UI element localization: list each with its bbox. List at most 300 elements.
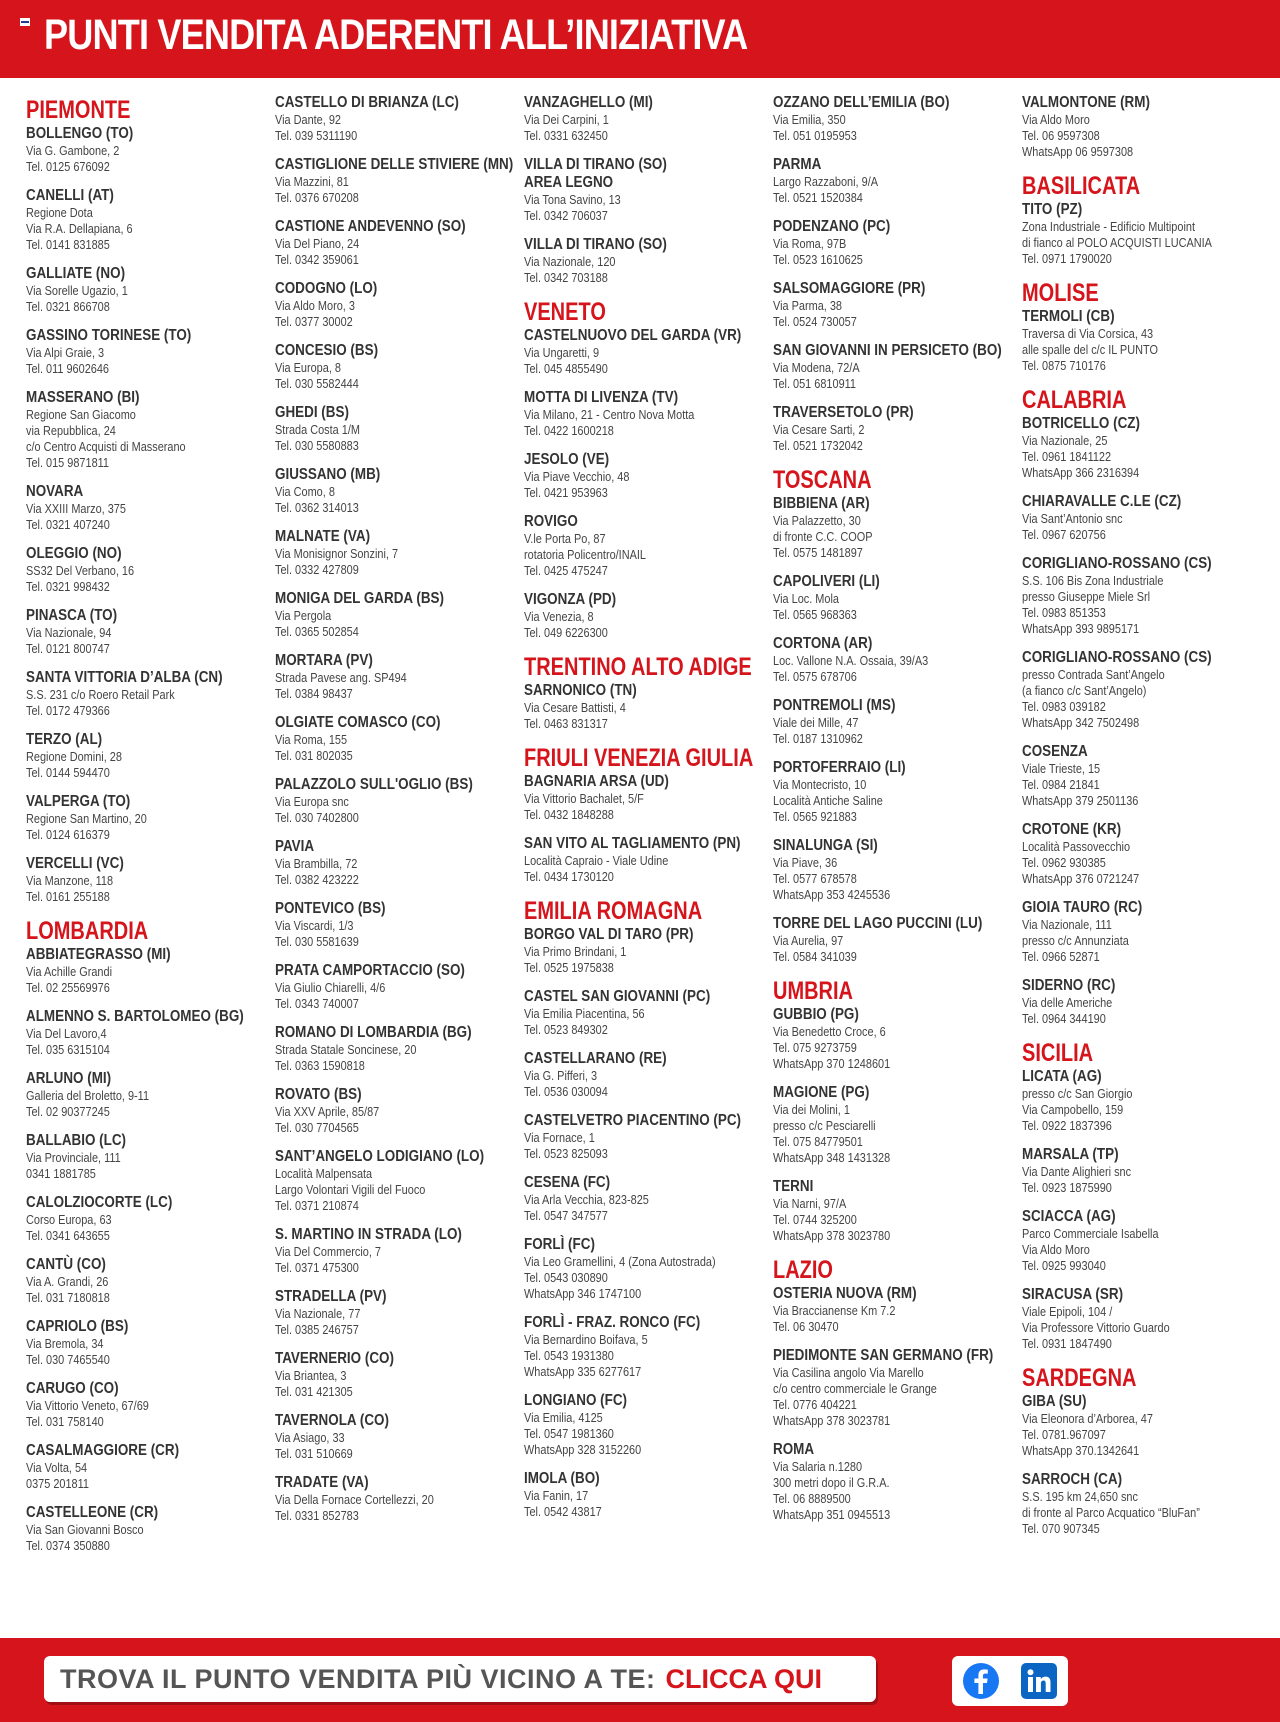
- store-name: S. MARTINO IN STRADA (LO): [275, 1226, 462, 1243]
- store-entry: [275, 1086, 515, 1136]
- header-banner: [0, 0, 1280, 78]
- store-entry: [26, 731, 266, 781]
- find-store-label: TROVA IL PUNTO VENDITA PIÙ VICINO A TE:: [60, 1663, 656, 1694]
- store-address: Via Nazionale, 120: [524, 254, 616, 269]
- store-address: Via Braccianense Km 7.2: [773, 1303, 896, 1318]
- region-heading: SARDEGNA: [1022, 1364, 1137, 1392]
- store-entry: [26, 1256, 266, 1306]
- store-address: presso c/c San Giorgio: [1022, 1086, 1133, 1101]
- store-phone: Tel. 0331 852783: [275, 1508, 359, 1523]
- store-phone: Tel. 0565 968363: [773, 607, 857, 622]
- store-phone: Tel. 0363 1590818: [275, 1058, 365, 1073]
- store-phone: Tel. 051 6810911: [773, 376, 856, 391]
- store-phone: Tel. 0525 1975838: [524, 960, 614, 975]
- store-phone: WhatsApp 370 1248601: [773, 1056, 891, 1071]
- store-address: Via Aldo Moro: [1022, 1242, 1090, 1257]
- store-address: c/o Centro Acquisti di Masserano: [26, 439, 186, 454]
- store-phone: Tel. 0376 670208: [275, 190, 359, 205]
- store-address: Loc. Vallone N.A. Ossaia, 39/A3: [773, 653, 929, 668]
- store-entry: [26, 855, 266, 905]
- store-address: Via Emilia Piacentina, 56: [524, 1006, 645, 1021]
- store-address: Via Volta, 54: [26, 1460, 88, 1475]
- store-entry: [275, 962, 515, 1012]
- store-phone: Tel. 0342 359061: [275, 252, 359, 267]
- store-entry: [275, 404, 515, 454]
- store-phone: Tel. 075 9273759: [773, 1040, 857, 1055]
- store-entry: [773, 280, 1013, 330]
- store-phone: Tel. 0342 706037: [524, 208, 608, 223]
- store-phone: Tel. 0321 866708: [26, 299, 110, 314]
- store-phone: Tel. 0362 314013: [275, 500, 359, 515]
- store-phone: Tel. 02 25569976: [26, 980, 110, 995]
- store-entry: [524, 236, 764, 286]
- store-address: Via Alpi Graie, 3: [26, 345, 105, 360]
- store-phone: Tel. 015 9871811: [26, 455, 109, 470]
- store-name: TITO (PZ): [1022, 201, 1083, 218]
- store-address: Via Dante Alighieri snc: [1022, 1164, 1132, 1179]
- store-name: PRATA CAMPORTACCIO (SO): [275, 962, 465, 979]
- store-address: Via Provinciale, 111: [26, 1150, 121, 1165]
- store-name: CASTELVETRO PIACENTINO (PC): [524, 1112, 742, 1129]
- store-phone: WhatsApp 378 3023781: [773, 1413, 891, 1428]
- store-name: CORIGLIANO-ROSSANO (CS): [1022, 649, 1212, 666]
- store-name: ARLUNO (MI): [26, 1070, 112, 1087]
- store-name: PONTREMOLI (MS): [773, 697, 896, 714]
- store-address: Via Pergola: [275, 608, 332, 623]
- store-name: CASTELNUOVO DEL GARDA (VR): [524, 327, 742, 344]
- store-phone: Tel. 0547 347577: [524, 1208, 608, 1223]
- store-phone: Tel. 0542 43817: [524, 1504, 602, 1519]
- store-address: Zona Industriale - Edificio Multipoint: [1022, 219, 1195, 234]
- store-address: SS32 Del Verbano, 16: [26, 563, 135, 578]
- store-name: GASSINO TORINESE (TO): [26, 327, 192, 344]
- store-name: PODENZANO (PC): [773, 218, 891, 235]
- store-address: Via Roma, 97B: [773, 236, 847, 251]
- store-name: OSTERIA NUOVA (RM): [773, 1285, 917, 1302]
- store-name: PALAZZOLO SULL'OGLIO (BS): [275, 776, 473, 793]
- store-phone: Tel. 0144 594470: [26, 765, 110, 780]
- store-phone: Tel. 0377 30002: [275, 314, 353, 329]
- store-name: CANTÙ (CO): [26, 1256, 106, 1273]
- store-address: Via Leo Gramellini, 4 (Zona Autostrada): [524, 1254, 716, 1269]
- store-entry: [1022, 415, 1262, 481]
- store-name: MOTTA DI LIVENZA (TV): [524, 389, 679, 406]
- store-phone: Tel. 0575 678706: [773, 669, 857, 684]
- store-phone: Tel. 0875 710176: [1022, 358, 1106, 373]
- store-column-4: [773, 94, 1013, 1535]
- store-name: CAPRIOLO (BS): [26, 1318, 129, 1335]
- store-address: Viale Trieste, 15: [1022, 761, 1101, 776]
- store-entry: [1022, 649, 1262, 731]
- store-phone: Tel. 0984 21841: [1022, 777, 1100, 792]
- store-address: Via A. Grandi, 26: [26, 1274, 109, 1289]
- store-name: BAGNARIA ARSA (UD): [524, 773, 669, 790]
- store-entry: [773, 1285, 1013, 1335]
- region-heading: BASILICATA: [1022, 172, 1141, 200]
- store-name: CASTELLO DI BRIANZA (LC): [275, 94, 459, 111]
- store-address: Via Cesare Battisti, 4: [524, 700, 626, 715]
- store-entry: [524, 1236, 764, 1302]
- store-name: CASTEL SAN GIOVANNI (PC): [524, 988, 711, 1005]
- store-address: Via Modena, 72/A: [773, 360, 860, 375]
- store-name: CAPOLIVERI (LI): [773, 573, 880, 590]
- store-name: IMOLA (BO): [524, 1470, 600, 1487]
- store-entry: [773, 218, 1013, 268]
- store-address: Località Capraio - Viale Udine: [524, 853, 669, 868]
- region-heading: MOLISE: [1022, 279, 1099, 307]
- store-phone: Tel. 0565 921883: [773, 809, 857, 824]
- store-name: TRADATE (VA): [275, 1474, 369, 1491]
- store-address: Via Emilia, 4125: [524, 1410, 603, 1425]
- store-address: Corso Europa, 63: [26, 1212, 112, 1227]
- store-phone: Tel. 0187 1310962: [773, 731, 863, 746]
- store-address: Via Sant’Antonio snc: [1022, 511, 1123, 526]
- store-name: BOTRICELLO (CZ): [1022, 415, 1140, 432]
- store-name: FORLÌ (FC): [524, 1236, 595, 1253]
- store-address: Via Tona Savino, 13: [524, 192, 621, 207]
- store-name: SARNONICO (TN): [524, 682, 637, 699]
- store-phone: Tel. 0343 740007: [275, 996, 359, 1011]
- store-phone: Tel. 0523 825093: [524, 1146, 608, 1161]
- store-entry: [524, 682, 764, 732]
- store-name: GIOIA TAURO (RC): [1022, 899, 1143, 916]
- store-address: Via Primo Brindani, 1: [524, 944, 627, 959]
- region-heading: EMILIA ROMAGNA: [524, 897, 703, 925]
- store-address: Via Piave, 36: [773, 855, 838, 870]
- store-phone: Tel. 0331 632450: [524, 128, 608, 143]
- store-phone: WhatsApp 393 9895171: [1022, 621, 1140, 636]
- store-phone: Tel. 070 907345: [1022, 1521, 1100, 1536]
- store-address: Via Salaria n.1280: [773, 1459, 863, 1474]
- store-address: Regione San Giacomo: [26, 407, 136, 422]
- region-heading: TRENTINO ALTO ADIGE: [524, 653, 752, 681]
- store-name: GALLIATE (NO): [26, 265, 126, 282]
- store-name: ROVATO (BS): [275, 1086, 362, 1103]
- store-entry: [275, 1474, 515, 1524]
- store-entry: [524, 926, 764, 976]
- store-name: SANT’ANGELO LODIGIANO (LO): [275, 1148, 485, 1165]
- store-name: TAVERNERIO (CO): [275, 1350, 394, 1367]
- store-address: Largo Volontari Vigili del Fuoco: [275, 1182, 426, 1197]
- store-entry: [1022, 201, 1262, 267]
- store-name: MASSERANO (BI): [26, 389, 140, 406]
- store-phone: Tel. 06 30470: [773, 1319, 839, 1334]
- store-entry: [275, 342, 515, 392]
- store-name: MORTARA (PV): [275, 652, 373, 669]
- store-name: MALNATE (VA): [275, 528, 371, 545]
- store-name: VALPERGA (TO): [26, 793, 131, 810]
- store-address: Via Venezia, 8: [524, 609, 594, 624]
- store-entry: [1022, 1471, 1262, 1537]
- store-phone: Tel. 0172 479366: [26, 703, 110, 718]
- store-entry: [1022, 555, 1262, 637]
- store-entry: [1022, 1068, 1262, 1134]
- store-name: TERNI: [773, 1178, 814, 1195]
- click-here-link[interactable]: CLICCA QUI: [665, 1663, 823, 1694]
- store-entry: [773, 915, 1013, 965]
- store-phone: Tel. 0962 930385: [1022, 855, 1106, 870]
- store-name: BOLLENGO (TO): [26, 125, 134, 142]
- page-title: PUNTI VENDITA ADERENTI ALL’INIZIATIVA: [44, 11, 748, 59]
- store-entry: [275, 1412, 515, 1462]
- store-address: Via delle Americhe: [1022, 995, 1113, 1010]
- store-phone: Tel. 0961 1841122: [1022, 449, 1112, 464]
- store-name: TERMOLI (CB): [1022, 308, 1115, 325]
- store-address: Via Palazzetto, 30: [773, 513, 861, 528]
- store-phone: Tel. 0321 407240: [26, 517, 110, 532]
- store-entry: [773, 1084, 1013, 1166]
- region-heading: FRIULI VENEZIA GIULIA: [524, 744, 754, 772]
- store-phone: Tel. 0964 344190: [1022, 1011, 1106, 1026]
- store-address: Via Emilia, 350: [773, 112, 846, 127]
- store-entry: [26, 607, 266, 657]
- store-name: PARMA: [773, 156, 822, 173]
- store-phone: Tel. 0384 98437: [275, 686, 353, 701]
- store-address: Via Aldo Moro: [1022, 112, 1090, 127]
- store-column-1: [26, 94, 266, 1566]
- store-phone: 0375 201811: [26, 1476, 89, 1491]
- store-address: Via G. Gambone, 2: [26, 143, 120, 158]
- store-entry: [275, 590, 515, 640]
- store-address: Via Como, 8: [275, 484, 335, 499]
- store-address: Via Europa snc: [275, 794, 349, 809]
- store-name: CASTIONE ANDEVENNO (SO): [275, 218, 466, 235]
- store-phone: Tel. 031 758140: [26, 1414, 104, 1429]
- store-name: GHEDI (BS): [275, 404, 349, 421]
- store-entry: [1022, 1286, 1262, 1352]
- store-address: Regione Dota: [26, 205, 93, 220]
- store-phone: Tel. 0385 246757: [275, 1322, 359, 1337]
- store-column-2: [275, 94, 515, 1536]
- store-entry: [524, 1470, 764, 1520]
- store-name: SIDERNO (RC): [1022, 977, 1116, 994]
- store-column-3: [524, 94, 764, 1532]
- store-entry: [275, 156, 515, 206]
- store-address: Via San Giovanni Bosco: [26, 1522, 144, 1537]
- store-name: MONIGA DEL GARDA (BS): [275, 590, 444, 607]
- store-address: Via Nazionale, 111: [1022, 917, 1112, 932]
- store-phone: Tel. 0931 1847490: [1022, 1336, 1112, 1351]
- store-phone: Tel. 0776 404221: [773, 1397, 857, 1412]
- store-address: Via Monisignor Sonzini, 7: [275, 546, 399, 561]
- store-address: Via Nazionale, 77: [275, 1306, 361, 1321]
- store-name: GUBBIO (PG): [773, 1006, 859, 1023]
- store-address: Via Professore Vittorio Guardo: [1022, 1320, 1170, 1335]
- store-phone: Tel. 030 5581639: [275, 934, 359, 949]
- store-entry: [773, 1006, 1013, 1072]
- store-phone: WhatsApp 353 4245536: [773, 887, 891, 902]
- store-phone: Tel. 06 9597308: [1022, 128, 1100, 143]
- store-phone: WhatsApp 370.1342641: [1022, 1443, 1140, 1458]
- store-name: VIGONZA (PD): [524, 591, 617, 608]
- store-entry: [1022, 308, 1262, 374]
- region-heading: PIEMONTE: [26, 96, 131, 124]
- store-name: OZZANO DELL’EMILIA (BO): [773, 94, 950, 111]
- store-address: Via Piave Vecchio, 48: [524, 469, 630, 484]
- store-name: MARSALA (TP): [1022, 1146, 1119, 1163]
- store-name: LONGIANO (FC): [524, 1392, 628, 1409]
- store-address: Via Del Piano, 24: [275, 236, 360, 251]
- store-phone: Tel. 0341 643655: [26, 1228, 110, 1243]
- store-list: [0, 94, 1280, 1634]
- store-phone: Tel. 031 7180818: [26, 1290, 110, 1305]
- store-entry: [1022, 1393, 1262, 1459]
- store-phone: WhatsApp 06 9597308: [1022, 144, 1134, 159]
- store-address: Via Montecristo, 10: [773, 777, 867, 792]
- store-address: Via Del Lavoro,4: [26, 1026, 107, 1041]
- store-address: Via Cesare Sarti, 2: [773, 422, 865, 437]
- store-entry: [275, 714, 515, 764]
- store-entry: [275, 838, 515, 888]
- store-name: CARUGO (CO): [26, 1380, 119, 1397]
- store-entry: [524, 513, 764, 579]
- store-entry: [26, 1132, 266, 1182]
- store-address: Via Fornace, 1: [524, 1130, 595, 1145]
- facebook-icon[interactable]: [961, 1661, 1001, 1701]
- store-entry: [26, 1442, 266, 1492]
- store-phone: Tel. 011 9602646: [26, 361, 109, 376]
- store-phone: Tel. 030 5580883: [275, 438, 359, 453]
- store-entry: [275, 466, 515, 516]
- store-phone: Tel. 0966 52871: [1022, 949, 1100, 964]
- store-phone: Tel. 06 8889500: [773, 1491, 851, 1506]
- store-address: Via XXV Aprile, 85/87: [275, 1104, 380, 1119]
- store-address: Via Fanin, 17: [524, 1488, 589, 1503]
- store-address: Via Dante, 92: [275, 112, 341, 127]
- store-address: Strada Statale Soncinese, 20: [275, 1042, 417, 1057]
- store-name: JESOLO (VE): [524, 451, 610, 468]
- linkedin-icon[interactable]: [1019, 1661, 1059, 1701]
- store-address: Località Malpensata: [275, 1166, 373, 1181]
- store-phone: Tel. 0371 475300: [275, 1260, 359, 1275]
- store-entry: [524, 988, 764, 1038]
- find-store-button[interactable]: [44, 1656, 876, 1702]
- store-entry: [275, 1226, 515, 1276]
- store-address: Parco Commerciale Isabella: [1022, 1226, 1159, 1241]
- store-phone: Tel. 0374 350880: [26, 1538, 110, 1553]
- store-name: OLGIATE COMASCO (CO): [275, 714, 441, 731]
- store-phone: Tel. 0121 800747: [26, 641, 110, 656]
- store-name-extra: AREA LEGNO: [524, 174, 614, 191]
- store-entry: [26, 1008, 266, 1058]
- store-address: Via Giulio Chiarelli, 4/6: [275, 980, 386, 995]
- store-address: alle spalle del c/c IL PUNTO: [1022, 342, 1158, 357]
- store-entry: [1022, 977, 1262, 1027]
- store-address: Via Roma, 155: [275, 732, 348, 747]
- store-address: Via Aurelia, 97: [773, 933, 844, 948]
- store-phone: Tel. 0342 703188: [524, 270, 608, 285]
- store-entry: [26, 1070, 266, 1120]
- store-address: Via Asiago, 33: [275, 1430, 345, 1445]
- store-entry: [26, 389, 266, 471]
- store-phone: Tel. 0543 030890: [524, 1270, 608, 1285]
- store-address: Via Casilina angolo Via Marello: [773, 1365, 924, 1380]
- store-phone: WhatsApp 366 2316394: [1022, 465, 1140, 480]
- store-address: Via Nazionale, 25: [1022, 433, 1108, 448]
- store-entry: [524, 94, 764, 144]
- store-name: CODOGNO (LO): [275, 280, 378, 297]
- store-phone: Tel. 0521 1732042: [773, 438, 863, 453]
- store-address: Regione San Martino, 20: [26, 811, 147, 826]
- store-address: Strada Costa 1/M: [275, 422, 360, 437]
- store-name: MAGIONE (PG): [773, 1084, 870, 1101]
- store-phone: Tel. 049 6226300: [524, 625, 608, 640]
- store-phone: Tel. 0925 993040: [1022, 1258, 1106, 1273]
- store-address: Viale Epipoli, 104 /: [1022, 1304, 1113, 1319]
- store-name: GIBA (SU): [1022, 1393, 1087, 1410]
- region-heading: LAZIO: [773, 1256, 833, 1284]
- store-address: Galleria del Broletto, 9-11: [26, 1088, 150, 1103]
- store-address: Località Antiche Saline: [773, 793, 883, 808]
- store-name: CONCESIO (BS): [275, 342, 379, 359]
- store-entry: [773, 697, 1013, 747]
- store-entry: [275, 218, 515, 268]
- store-address: Via Manzone, 118: [26, 873, 114, 888]
- store-name: BALLABIO (LC): [26, 1132, 127, 1149]
- store-name: ALMENNO S. BARTOLOMEO (BG): [26, 1008, 244, 1025]
- store-entry: [1022, 1208, 1262, 1274]
- flag-icon: [20, 18, 30, 26]
- store-entry: [26, 545, 266, 595]
- store-column-5: [1022, 94, 1262, 1549]
- social-links: [952, 1656, 1068, 1706]
- store-phone: WhatsApp 376 0721247: [1022, 871, 1140, 886]
- store-entry: [1022, 899, 1262, 965]
- store-address: presso c/c Pesciarelli: [773, 1118, 876, 1133]
- store-phone: Tel. 075 84779501: [773, 1134, 863, 1149]
- store-entry: [1022, 743, 1262, 809]
- store-entry: [773, 573, 1013, 623]
- store-entry: [26, 125, 266, 175]
- store-address: Via Campobello, 159: [1022, 1102, 1124, 1117]
- store-entry: [26, 1504, 266, 1554]
- store-address: Via Ungaretti, 9: [524, 345, 600, 360]
- store-address: Largo Razzaboni, 9/A: [773, 174, 879, 189]
- store-address: Via Bremola, 34: [26, 1336, 104, 1351]
- store-phone: Tel. 0432 1848288: [524, 807, 614, 822]
- store-entry: [1022, 94, 1262, 160]
- store-entry: [26, 946, 266, 996]
- store-phone: Tel. 0983 851353: [1022, 605, 1106, 620]
- store-phone: Tel. 0536 030094: [524, 1084, 608, 1099]
- store-entry: [773, 837, 1013, 903]
- store-entry: [524, 591, 764, 641]
- store-address: S.S. 106 Bis Zona Industriale: [1022, 573, 1164, 588]
- store-name: VILLA DI TIRANO (SO): [524, 156, 667, 173]
- store-address: presso Contrada Sant’Angelo: [1022, 667, 1165, 682]
- footer-banner: [0, 1638, 1280, 1722]
- store-phone: Tel. 0967 620756: [1022, 527, 1106, 542]
- store-address: V.le Porta Po, 87: [524, 531, 606, 546]
- store-entry: [26, 483, 266, 533]
- store-name: GIUSSANO (MB): [275, 466, 381, 483]
- store-name: ROMA: [773, 1441, 815, 1458]
- store-phone: Tel. 031 421305: [275, 1384, 353, 1399]
- store-name: BORGO VAL DI TARO (PR): [524, 926, 694, 943]
- store-name: SALSOMAGGIORE (PR): [773, 280, 926, 297]
- store-phone: Tel. 0382 423222: [275, 872, 359, 887]
- store-name: CASTIGLIONE DELLE STIVIERE (MN): [275, 156, 514, 173]
- store-name: CALOLZIOCORTE (LC): [26, 1194, 173, 1211]
- store-name: TRAVERSETOLO (PR): [773, 404, 914, 421]
- store-address: Via Milano, 21 - Centro Nova Motta: [524, 407, 695, 422]
- store-name: NOVARA: [26, 483, 84, 500]
- store-address: Via Bernardino Boifava, 5: [524, 1332, 648, 1347]
- store-address: Via Achille Grandi: [26, 964, 112, 979]
- store-phone: Tel. 0371 210874: [275, 1198, 359, 1213]
- store-name: TERZO (AL): [26, 731, 103, 748]
- store-entry: [1022, 1146, 1262, 1196]
